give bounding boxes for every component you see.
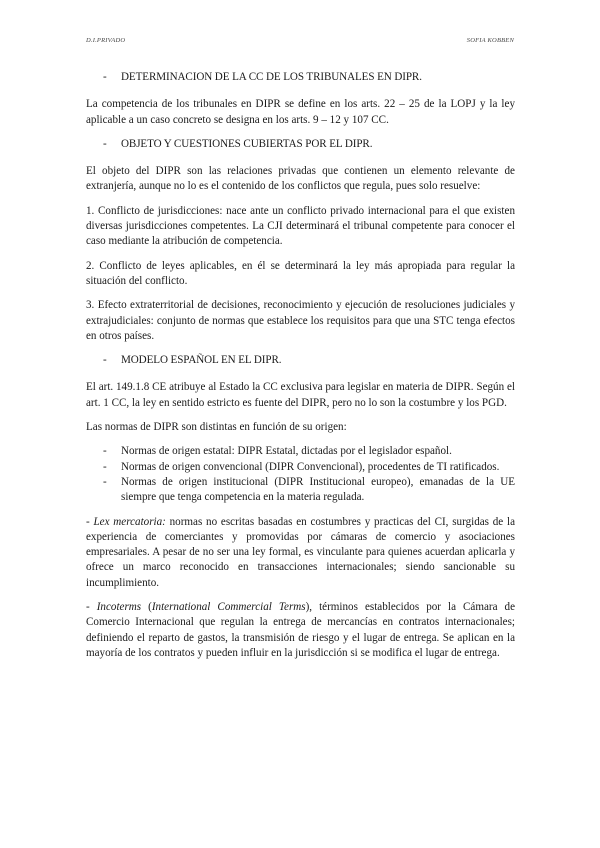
origin-list [86,444,515,505]
list-item [86,475,515,506]
list-dash: - [103,475,107,488]
paragraph-prefix: - [86,601,97,614]
term-incoterms: Incoterms [96,601,142,614]
document-body [86,66,515,670]
list-item [86,460,515,475]
paragraph-prefix: - [86,515,94,528]
heading-determinacion [86,70,515,85]
heading-objeto [86,137,515,152]
list-item-text: Normas de origen estatal: DIPR Estatal, dictadas por el legislador español. [121,445,452,458]
heading-modelo [86,353,515,368]
heading-text: MODELO ESPAÑOL EN EL DIPR. [121,354,282,367]
heading-dash: - [103,71,107,83]
list-dash: - [103,460,107,473]
heading-text: DETERMINACION DE LA CC DE LOS TRIBUNALES EN DIPR. [121,71,422,83]
heading-dash: - [103,354,107,367]
heading-text: OBJETO Y CUESTIONES CUBIERTAS POR EL DIPR. [121,137,373,150]
list-dash: - [103,445,107,458]
paragraph-text: ), términos establecidos por la Cámara de Comercio Internacional que regulan la entrega de mercancías en contratos internacionales; definiendo el reparto de gastos, la transmisión de riesgo y el lugar de entrega. Se aplican en la mayoría de los contratos y pueden influir en la jurisdicción si se modifica el lugar de entrega. [86,601,516,659]
paragraph-objeto: El objeto del DIPR son las relaciones privadas que contienen un elemento relevante de extranjería, aunque no lo es el contenido de los conflictos que regula, pues solo resuelve: [86,165,515,193]
term-international-commercial-terms: International Commercial Terms [151,601,306,614]
paragraph-conflicto-jurisdicciones: 1. Conflicto de jurisdicciones: nace ante un conflicto privado internacional para el que existen diversas jurisdicciones competentes. La CJI determinará el tribunal competente para conocer el caso mediante la atribución de competencia. [86,204,515,248]
paragraph-efecto-extraterritorial: 3. Efecto extraterritorial de decisiones, reconocimiento y ejecución de resoluciones judiciales y extrajudiciales: conjunto de normas que establece los requisitos para que una STC tenga efectos en otros países. [86,299,515,342]
paragraph-incoterms [86,600,515,661]
paragraph-text: ( [141,601,152,614]
paragraph-text: normas no escritas basadas en costumbres y practicas del CI, surgidas de la experiencia de comerciantes y promovidas por cámaras de comercio y asociaciones empresariales. A pesar de no ser una ley formal, es vinculante para quienes acuerdan aplicarla y ofrece un marco reconocido en transacciones internacionales; siendo sancionable su incumplimiento. [86,515,515,589]
list-item-text: Normas de origen convencional (DIPR Convencional), procedentes de TI ratificados. [121,460,500,473]
header-author: SOFIA KOBBEN [466,37,514,44]
paragraph-lex-mercatoria [86,515,515,591]
paragraph-conflicto-leyes: 2. Conflicto de leyes aplicables, en él se determinará la ley más apropiada para regular la situación del conflicto. [86,259,515,287]
term-lex-mercatoria: Lex mercatoria: [93,515,166,528]
header-course: D.I.PRIVADO [86,37,126,44]
paragraph-competencia: La competencia de los tribunales en DIPR se define en los arts. 22 – 25 de la LOPJ y la ley aplicable a un caso concreto se designa en los arts. 9 – 12 y 107 CC. [86,98,515,126]
paragraph-constitucion: El art. 149.1.8 CE atribuye al Estado la CC exclusiva para legislar en materia de DIPR. Según el art. 1 CC, la ley en sentido estricto es fuente del DIPR, pero no lo son la costumbre y los PGD. [86,381,515,409]
heading-dash: - [103,137,107,150]
list-item [86,444,515,459]
paragraph-origen: Las normas de DIPR son distintas en función de su origen: [86,421,347,434]
list-item-text: Normas de origen institucional (DIPR Institucional europeo), emanadas de la UE siempre que tenga competencia en la materia regulada. [121,475,515,504]
